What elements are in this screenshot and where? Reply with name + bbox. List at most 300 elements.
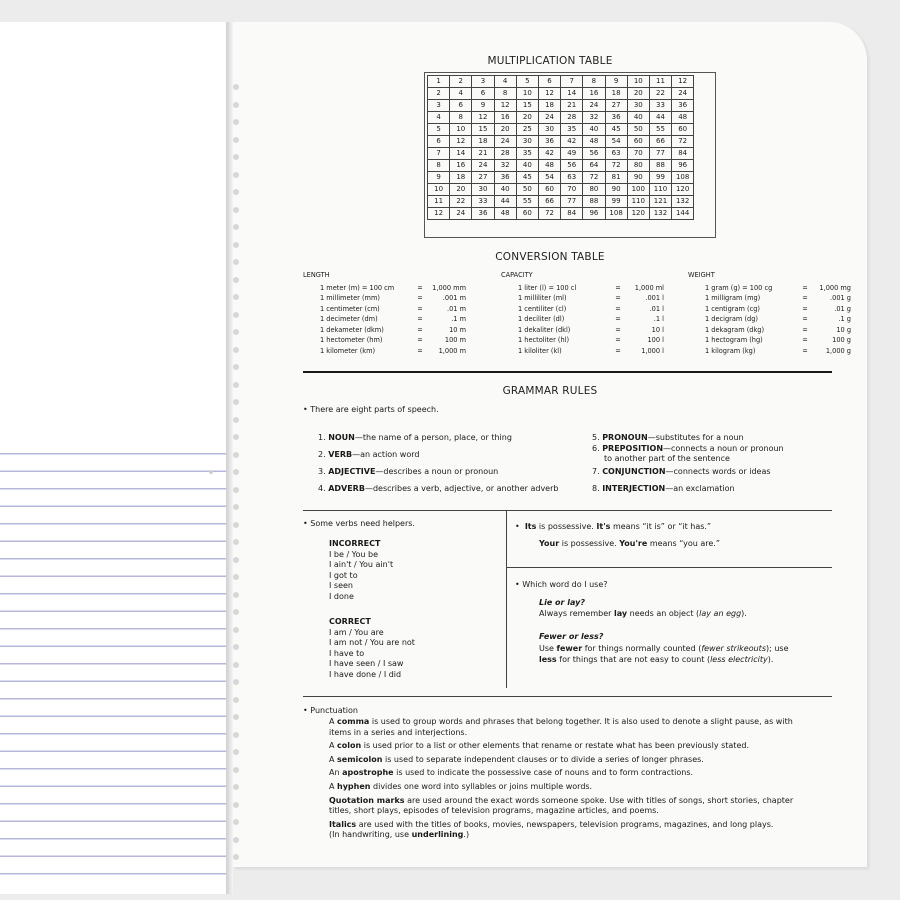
table-cell: 96	[583, 208, 605, 220]
text: Always remember	[539, 609, 614, 618]
conversion-unit: 1 milligram (mg)	[705, 294, 761, 302]
table-cell: 15	[516, 100, 538, 112]
perforation-hole	[233, 207, 239, 213]
text: is used to indicate the possessive case of nouns and to form contractions.	[393, 768, 694, 778]
part-of-speech	[592, 466, 771, 477]
conversion-row	[303, 335, 466, 346]
table-cell: 54	[605, 136, 627, 148]
part-of-speech	[318, 449, 419, 460]
hyphen-rule	[329, 782, 849, 793]
table-cell: 100	[627, 184, 649, 196]
perforation-hole	[233, 172, 239, 178]
conversion-unit: 1 decimeter (dm)	[320, 315, 378, 323]
perforation-hole	[233, 854, 239, 860]
table-cell: 27	[472, 172, 494, 184]
text: ).	[741, 609, 747, 618]
table-cell: 56	[583, 148, 605, 160]
equals-sign: =	[615, 346, 621, 355]
term: colon	[337, 741, 362, 751]
list-item: I have seen / I saw	[329, 659, 404, 669]
semicolon-rule	[329, 755, 849, 766]
table-cell: 20	[516, 112, 538, 124]
table-cell: 24	[450, 208, 472, 220]
table-cell: 30	[538, 124, 560, 136]
table-cell: 60	[516, 208, 538, 220]
incorrect-heading: INCORRECT	[329, 539, 381, 548]
table-cell: 21	[561, 100, 583, 112]
table-row	[428, 136, 694, 148]
table-cell: 30	[627, 100, 649, 112]
term: hyphen	[337, 781, 371, 791]
conversion-row	[688, 325, 851, 336]
table-cell: 49	[561, 148, 583, 160]
table-cell: 45	[605, 124, 627, 136]
correct-block	[329, 617, 415, 681]
table-cell: 48	[583, 136, 605, 148]
table-row	[428, 160, 694, 172]
table-cell: 14	[450, 148, 472, 160]
perforation-hole	[233, 574, 239, 580]
perforation-hole	[233, 347, 239, 353]
conversion-unit: 1 hectometer (hm)	[320, 336, 383, 344]
equals-sign: =	[615, 304, 621, 313]
table-cell: 144	[672, 208, 694, 220]
incorrect-list	[329, 550, 393, 603]
table-cell: 132	[672, 196, 694, 208]
description: —describes a noun or pronoun	[375, 467, 499, 476]
table-cell: 80	[583, 184, 605, 196]
table-cell: 77	[649, 148, 671, 160]
comma-rule	[329, 717, 849, 728]
list-item: I am / You are	[329, 627, 384, 637]
table-cell: 110	[649, 184, 671, 196]
table-cell: 72	[672, 136, 694, 148]
conversion-row	[688, 304, 851, 315]
table-cell: 8	[583, 76, 605, 88]
text: .)	[463, 830, 470, 840]
table-cell: 48	[538, 160, 560, 172]
table-cell: 9	[605, 76, 627, 88]
its-text: is possessive.	[536, 522, 597, 531]
grammar-title: GRAMMAR RULES	[502, 385, 598, 397]
table-cell: 56	[561, 160, 583, 172]
text: is used to separate independent clauses or to divide a series of longer phrases.	[382, 754, 704, 764]
text: (In handwriting, use	[329, 830, 412, 840]
parts-of-speech-intro: • There are eight parts of speech.	[303, 405, 439, 414]
table-cell: 10	[450, 124, 472, 136]
example: less electricity	[710, 655, 768, 664]
description: —describes a verb, adjective, or another adverb	[364, 484, 559, 493]
table-cell: 5	[428, 124, 450, 136]
table-cell: 72	[605, 160, 627, 172]
description: —an exclamation	[665, 484, 735, 493]
perforation-hole	[233, 487, 239, 493]
term: ADJECTIVE	[328, 467, 376, 476]
conversion-unit: 1 gram (g) = 100 cg	[705, 283, 773, 292]
table-cell: 9	[472, 100, 494, 112]
table-cell: 84	[561, 208, 583, 220]
perforation-hole	[233, 802, 239, 808]
table-cell: 12	[472, 112, 494, 124]
conversion-value: .001 l	[645, 294, 664, 302]
which-intro: • Which word do I use?	[515, 580, 608, 589]
example: lay an egg	[699, 609, 742, 618]
conversion-value: 10 m	[449, 325, 466, 334]
equals-sign: =	[802, 304, 808, 313]
perforation-hole	[233, 557, 239, 563]
text: is used to group words and phrases that belong together. It is also used to denote a slight pause, as with	[369, 717, 793, 726]
table-cell: 90	[627, 172, 649, 184]
conversion-weight	[688, 270, 851, 356]
its2-term: It's	[596, 522, 611, 531]
text: are used around the exact words someone spoke. Use with titles of songs, short stories, chapter	[404, 795, 794, 805]
its-term: Its	[524, 522, 537, 531]
conversion-row	[688, 283, 851, 294]
conversion-unit: 1 deciliter (dl)	[518, 315, 565, 323]
table-cell: 121	[649, 196, 671, 208]
table-cell: 4	[428, 112, 450, 124]
conversion-row	[688, 335, 851, 346]
conversion-length	[303, 270, 466, 356]
table-cell: 63	[605, 148, 627, 160]
table-cell: 10	[516, 88, 538, 100]
table-cell: 99	[649, 172, 671, 184]
equals-sign: =	[802, 346, 808, 355]
table-cell: 35	[516, 148, 538, 160]
table-cell: 7	[428, 148, 450, 160]
table-cell: 10	[627, 76, 649, 88]
table-cell: 2	[428, 88, 450, 100]
conversion-value: 100 l	[647, 336, 664, 344]
perforation-hole	[233, 189, 239, 195]
table-cell: 7	[561, 76, 583, 88]
lie-rule	[539, 609, 747, 620]
table-cell: 8	[450, 112, 472, 124]
part-of-speech	[318, 466, 498, 477]
list-item: I got to	[329, 570, 358, 580]
table-cell: 6	[538, 76, 560, 88]
item-number: 5.	[592, 433, 600, 442]
table-cell: 60	[538, 184, 560, 196]
conversion-row	[501, 325, 664, 336]
perforation-hole	[233, 679, 239, 685]
perforation-hole	[233, 102, 239, 108]
perforation-hole	[233, 732, 239, 738]
divider	[303, 510, 832, 511]
conversion-row	[303, 314, 466, 325]
equals-sign: =	[802, 294, 808, 302]
equals-sign: =	[417, 325, 423, 334]
conversion-unit: 1 kilometer (km)	[320, 346, 376, 355]
description: —substitutes for a noun	[647, 433, 744, 442]
description-cont: to another part of the sentence	[604, 454, 730, 463]
perforation-hole	[233, 609, 239, 615]
conversion-row	[688, 314, 851, 325]
conversion-unit: 1 dekaliter (dkl)	[518, 325, 571, 334]
term: Italics	[329, 819, 357, 829]
table-cell: 77	[561, 196, 583, 208]
table-cell: 20	[627, 88, 649, 100]
apostrophe-rule	[329, 768, 849, 779]
italics-rule	[329, 820, 849, 831]
divider	[506, 567, 832, 568]
table-cell: 55	[649, 124, 671, 136]
italics-rule-cont	[329, 830, 849, 841]
table-cell: 55	[516, 196, 538, 208]
table-row	[428, 196, 694, 208]
equals-sign: =	[417, 294, 423, 302]
table-cell: 27	[605, 100, 627, 112]
table-cell: 25	[516, 124, 538, 136]
table-cell: 32	[494, 160, 516, 172]
conversion-unit: 1 liter (l) = 100 cl	[518, 283, 577, 292]
table-cell: 40	[627, 112, 649, 124]
table-cell: 22	[450, 196, 472, 208]
conversion-unit: 1 centiliter (cl)	[518, 304, 567, 313]
quotation-rule-cont: titles, short plays, episodes of television programs, magazine articles, and poems.	[329, 806, 659, 816]
table-cell: 12	[450, 136, 472, 148]
table-cell: 11	[428, 196, 450, 208]
perforation-hole	[233, 224, 239, 230]
conversion-heading: LENGTH	[303, 271, 330, 279]
conversion-row	[303, 283, 466, 294]
table-cell: 24	[583, 100, 605, 112]
part-of-speech	[592, 432, 744, 443]
table-cell: 16	[494, 112, 516, 124]
text: for things that are not easy to count (	[556, 655, 711, 664]
conversion-value: 10 l	[651, 325, 664, 334]
table-cell: 18	[450, 172, 472, 184]
conversion-row	[501, 314, 664, 325]
text: A	[329, 717, 338, 726]
table-row	[428, 76, 694, 88]
table-cell: 45	[516, 172, 538, 184]
table-row	[428, 208, 694, 220]
table-cell: 54	[538, 172, 560, 184]
list-item: I ain't / You ain't	[329, 560, 394, 570]
table-cell: 66	[649, 136, 671, 148]
part-of-speech	[592, 444, 784, 464]
perforation-hole	[233, 539, 239, 545]
perforation-hole	[233, 277, 239, 283]
term: INTERJECTION	[602, 484, 666, 493]
table-cell: 120	[672, 184, 694, 196]
perforation-hole	[233, 242, 239, 248]
text: Use	[539, 644, 557, 653]
conversion-value: .01 g	[834, 304, 851, 313]
table-cell: 12	[428, 208, 450, 220]
table-cell: 48	[494, 208, 516, 220]
conversion-unit: 1 centigram (cg)	[705, 304, 760, 313]
table-cell: 132	[649, 208, 671, 220]
perforation-hole	[233, 627, 239, 633]
term: semicolon	[337, 754, 383, 764]
table-cell: 33	[649, 100, 671, 112]
text: A	[329, 754, 338, 764]
conversion-unit: 1 decigram (dg)	[705, 315, 758, 323]
table-cell: 42	[561, 136, 583, 148]
text: are used with the titles of books, movies, newspapers, television programs, magazines, and long plays.	[356, 819, 774, 829]
description: —connects a noun or pronoun	[663, 444, 784, 453]
conversion-value: .001 g	[830, 294, 851, 302]
perforation-hole	[233, 137, 239, 143]
perforation-hole	[233, 469, 239, 475]
perforation-hole	[233, 592, 239, 598]
table-cell: 22	[649, 88, 671, 100]
list-item: I done	[329, 591, 354, 601]
table-cell: 40	[583, 124, 605, 136]
table-cell: 120	[627, 208, 649, 220]
table-cell: 88	[649, 160, 671, 172]
conversion-unit: 1 hectogram (hg)	[705, 336, 763, 344]
table-cell: 40	[494, 184, 516, 196]
item-number: 3.	[318, 467, 326, 476]
term: underlining	[411, 830, 464, 840]
text: divides one word into syllables or joins multiple words.	[370, 781, 593, 791]
table-cell: 15	[472, 124, 494, 136]
conversion-unit: 1 hectoliter (hl)	[518, 336, 570, 344]
table-cell: 3	[472, 76, 494, 88]
description: —the name of a person, place, or thing	[354, 433, 512, 442]
correct-list	[329, 628, 415, 681]
text: A	[329, 781, 338, 791]
table-cell: 4	[450, 88, 472, 100]
conversion-unit: 1 milliliter (ml)	[518, 294, 567, 302]
helpers-intro: • Some verbs need helpers.	[303, 519, 415, 528]
description: —an action word	[352, 450, 420, 459]
youre-text: means “you are.”	[647, 539, 720, 548]
table-cell: 6	[450, 100, 472, 112]
equals-sign: =	[615, 336, 621, 344]
table-cell: 99	[605, 196, 627, 208]
equals-sign: =	[802, 336, 808, 344]
table-cell: 35	[561, 124, 583, 136]
your-rule	[539, 539, 720, 550]
equals-sign: =	[417, 283, 423, 292]
conversion-unit: 1 kilogram (kg)	[705, 346, 756, 355]
table-row	[428, 184, 694, 196]
term: Quotation marks	[329, 795, 405, 805]
table-cell: 36	[494, 172, 516, 184]
conversion-value: .001 m	[442, 294, 466, 302]
perforation-hole	[233, 784, 239, 790]
perforation-hole	[233, 417, 239, 423]
section-divider	[303, 371, 832, 373]
conversion-row	[501, 304, 664, 315]
item-number: 1.	[318, 433, 326, 442]
item-number: 4.	[318, 484, 326, 493]
text: is used prior to a list or other elements that rename or restate what has been previously stated.	[361, 741, 749, 751]
term: comma	[337, 717, 370, 726]
table-cell: 24	[538, 112, 560, 124]
table-cell: 36	[672, 100, 694, 112]
table-cell: 18	[472, 136, 494, 148]
term: PREPOSITION	[602, 444, 664, 453]
table-cell: 60	[672, 124, 694, 136]
lie-heading: Lie or lay?	[539, 598, 586, 607]
your-text: is possessive.	[559, 539, 620, 548]
table-cell: 108	[605, 208, 627, 220]
table-cell: 10	[428, 184, 450, 196]
table-cell: 30	[516, 136, 538, 148]
list-item: I seen	[329, 581, 353, 591]
bullet: •	[515, 522, 520, 531]
conversion-unit: 1 centimeter (cm)	[320, 304, 380, 313]
perforation-hole	[233, 662, 239, 668]
perforation-hole	[233, 504, 239, 510]
perforation-hole	[233, 644, 239, 650]
multiplication-title: MULTIPLICATION TABLE	[487, 55, 613, 67]
table-cell: 48	[672, 112, 694, 124]
perforation-hole	[233, 434, 239, 440]
table-cell: 28	[561, 112, 583, 124]
conversion-row	[501, 283, 664, 294]
perforation-hole	[233, 312, 239, 318]
table-cell: 72	[583, 172, 605, 184]
less-rule	[539, 655, 773, 666]
perforation-hole	[233, 119, 239, 125]
perforation-hole	[233, 522, 239, 528]
table-cell: 70	[627, 148, 649, 160]
term: less	[539, 655, 557, 664]
table-cell: 8	[494, 88, 516, 100]
conversion-value: .01 m	[446, 304, 466, 313]
table-cell: 33	[472, 196, 494, 208]
example: fewer strikeouts	[701, 644, 766, 653]
table-cell: 28	[494, 148, 516, 160]
table-cell: 9	[428, 172, 450, 184]
perforation-hole	[233, 84, 239, 90]
perforation-hole	[233, 259, 239, 265]
equals-sign: =	[417, 315, 423, 323]
equals-sign: =	[417, 336, 423, 344]
table-cell: 12	[494, 100, 516, 112]
table-row	[428, 148, 694, 160]
equals-sign: =	[417, 346, 423, 355]
conversion-value: 1,000 mm	[432, 283, 466, 292]
quotation-rule	[329, 796, 849, 807]
text: for things normally counted (	[582, 644, 702, 653]
list-item: I have to	[329, 648, 365, 658]
left-notebook-page	[0, 22, 227, 894]
table-row	[428, 112, 694, 124]
perforation-hole	[233, 714, 239, 720]
table-cell: 36	[605, 112, 627, 124]
part-of-speech	[318, 432, 512, 443]
equals-sign: =	[802, 325, 808, 334]
conversion-row	[303, 325, 466, 336]
table-cell: 50	[516, 184, 538, 196]
table-cell: 18	[605, 88, 627, 100]
table-row	[428, 88, 694, 100]
table-row	[428, 172, 694, 184]
notebook-spine	[226, 22, 233, 894]
table-cell: 44	[494, 196, 516, 208]
table-cell: 24	[672, 88, 694, 100]
term: CONJUNCTION	[602, 467, 666, 476]
item-number: 7.	[592, 467, 600, 476]
conversion-row	[688, 293, 851, 304]
list-item: I be / You be	[329, 549, 379, 559]
table-cell: 66	[538, 196, 560, 208]
table-cell: 50	[627, 124, 649, 136]
conversion-value: 1,000 g	[825, 346, 851, 355]
your-term: Your	[539, 539, 560, 548]
table-cell: 40	[516, 160, 538, 172]
conversion-unit: 1 kiloliter (kl)	[518, 346, 562, 355]
table-cell: 20	[450, 184, 472, 196]
table-cell: 90	[605, 184, 627, 196]
